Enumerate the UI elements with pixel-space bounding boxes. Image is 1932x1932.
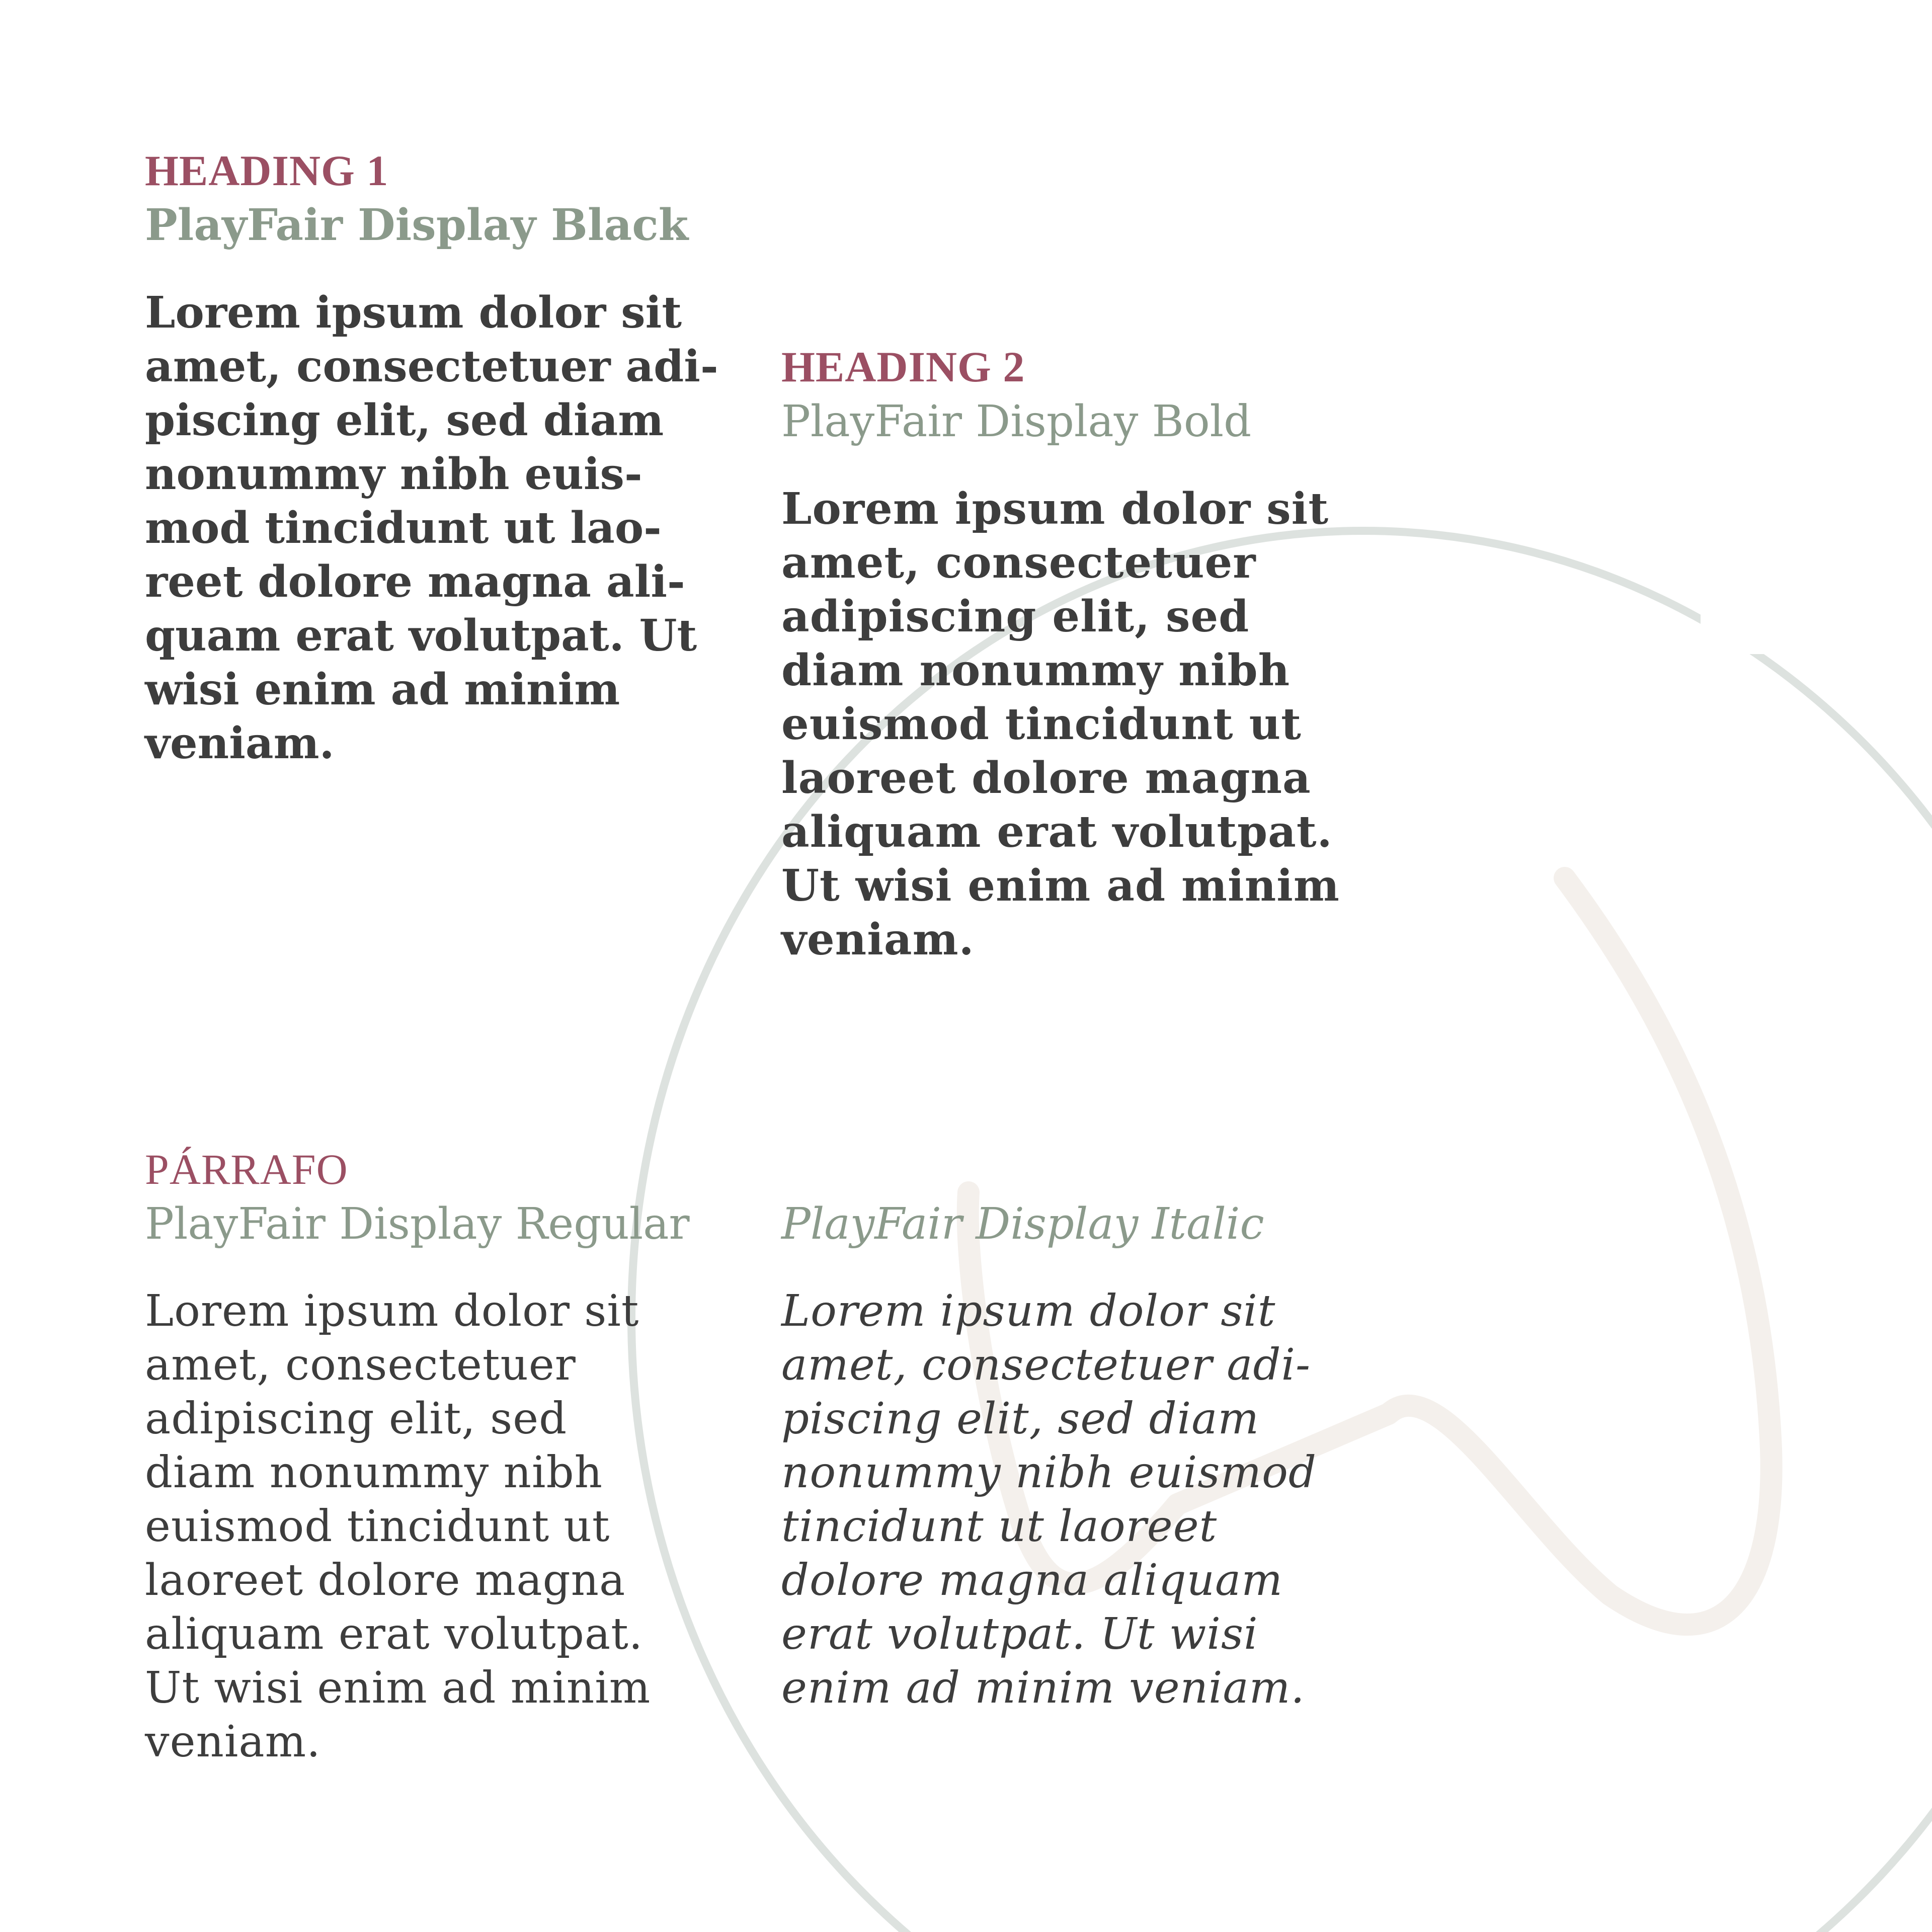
paragraph-specimen xyxy=(145,1142,698,1769)
text-line: quam erat volutpat. Ut xyxy=(145,610,697,661)
heading-1-font-name: PlayFair Display Black xyxy=(145,200,689,251)
italic-specimen xyxy=(781,1196,1335,1715)
text-line: tincidunt ut laoreet xyxy=(781,1501,1218,1552)
text-line: laoreet dolore magna xyxy=(145,1555,626,1605)
text-line: amet, consectetuer adi- xyxy=(145,341,718,392)
heading-2-sample-text xyxy=(781,482,1340,967)
paragraph-font-name: PlayFair Display Regular xyxy=(145,1199,690,1249)
text-line: diam nonummy nibh xyxy=(145,1447,603,1498)
text-line: wisi enim ad minim xyxy=(145,664,620,715)
heading-2-specimen xyxy=(781,340,1340,967)
heading-2-label: HEADING 2 xyxy=(781,343,1025,391)
text-line: Lorem ipsum dolor sit xyxy=(781,484,1329,534)
text-line: piscing elit, sed diam xyxy=(781,1394,1260,1444)
italic-font-name: PlayFair Display Italic xyxy=(781,1199,1264,1249)
text-line: euismod tincidunt ut xyxy=(781,699,1302,750)
text-line: aliquam erat volutpat. xyxy=(781,807,1333,857)
text-line: dolore magna aliquam xyxy=(781,1555,1283,1605)
text-line: piscing elit, sed diam xyxy=(145,395,664,446)
text-line: Lorem ipsum dolor sit xyxy=(145,287,682,338)
text-line: veniam. xyxy=(781,914,975,965)
text-line: Lorem ipsum dolor sit xyxy=(781,1286,1276,1336)
text-line: diam nonummy nibh xyxy=(781,645,1291,696)
text-line: erat volutpat. Ut wisi xyxy=(781,1609,1258,1659)
text-line: mod tincidunt ut lao- xyxy=(145,503,662,553)
text-line: euismod tincidunt ut xyxy=(145,1501,610,1552)
text-line: amet, consectetuer xyxy=(781,537,1256,588)
paragraph-sample-text xyxy=(145,1284,698,1769)
text-line: nonummy nibh euismod xyxy=(781,1447,1317,1498)
text-line: adipiscing elit, sed xyxy=(781,591,1250,642)
text-line: aliquam erat volutpat. xyxy=(145,1609,643,1659)
text-line: Ut wisi enim ad minim xyxy=(781,860,1340,911)
text-line: adipiscing elit, sed xyxy=(145,1394,568,1444)
text-line: reet dolore magna ali- xyxy=(145,556,685,607)
heading-1-specimen xyxy=(145,143,718,770)
paragraph-label: PÁRRAFO xyxy=(145,1145,348,1193)
italic-sample-text xyxy=(781,1284,1335,1715)
heading-1-label: HEADING 1 xyxy=(145,146,389,195)
text-line: Ut wisi enim ad minim xyxy=(145,1663,651,1713)
text-line: nonummy nibh euis- xyxy=(145,449,642,500)
text-line: Lorem ipsum dolor sit xyxy=(145,1286,639,1336)
text-line: veniam. xyxy=(145,1717,321,1767)
text-line: amet, consectetuer adi- xyxy=(781,1340,1311,1390)
text-line: amet, consectetuer xyxy=(145,1340,576,1390)
text-line: laoreet dolore magna xyxy=(781,753,1311,803)
text-line: veniam. xyxy=(145,718,335,769)
heading-2-font-name: PlayFair Display Bold xyxy=(781,396,1252,447)
heading-1-sample-text xyxy=(145,286,718,770)
text-line: enim ad minim veniam. xyxy=(781,1663,1305,1713)
